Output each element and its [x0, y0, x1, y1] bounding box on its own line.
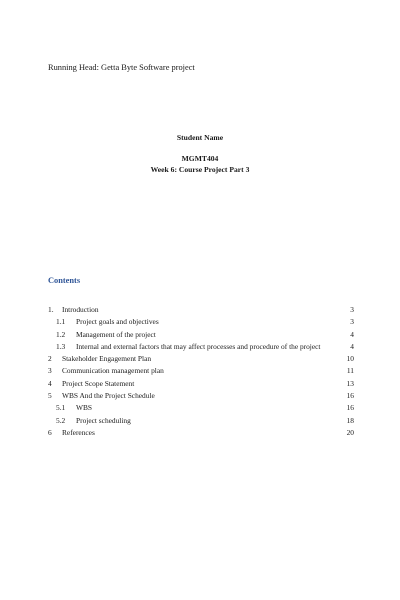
toc-entry[interactable]	[48, 427, 354, 439]
toc-entry[interactable]	[48, 353, 354, 365]
toc-entry-page: 20	[346, 427, 354, 437]
toc-entry-number: 6	[48, 427, 52, 437]
title-block	[0, 132, 400, 175]
toc-entry-title[interactable]: Internal and external factors that may affect processes and procedure of the project	[76, 341, 321, 351]
toc-entry-page: 4	[350, 329, 354, 339]
toc-entry-title[interactable]: Communication management plan	[62, 366, 164, 376]
toc-entry-number: 5.1	[56, 403, 66, 413]
toc-entry[interactable]	[48, 329, 354, 341]
toc-entry-page: 16	[346, 391, 354, 401]
toc-entry-number: 5	[48, 391, 52, 401]
toc-entry-number: 1.2	[56, 329, 66, 339]
toc-entry-page: 18	[346, 415, 354, 425]
toc-entry-page: 4	[350, 341, 354, 351]
title-spacer	[0, 143, 400, 153]
toc-entry[interactable]	[48, 316, 354, 328]
student-name: Student Name	[176, 133, 224, 142]
contents-heading: Contents	[48, 276, 81, 285]
toc-entry-number: 2	[48, 354, 52, 364]
toc-entry-number: 1.	[48, 305, 54, 314]
toc-entry[interactable]	[48, 402, 354, 414]
toc-entry-number: 3	[48, 366, 52, 376]
running-head: Running Head: Getta Byte Software project	[48, 63, 195, 72]
course-code: MGMT404	[181, 154, 219, 163]
toc-entry-number: 1.1	[56, 317, 66, 327]
toc-entry[interactable]	[48, 365, 354, 377]
toc-entry-title[interactable]: WBS And the Project Schedule	[62, 391, 155, 401]
toc-entry-number: 4	[48, 378, 52, 388]
toc-entry-page: 10	[346, 354, 354, 364]
toc-entry-page: 11	[346, 366, 354, 376]
toc-entry-page: 3	[350, 305, 354, 314]
toc-entry-page: 13	[346, 378, 354, 388]
assignment-title: Week 6: Course Project Part 3	[150, 165, 250, 174]
toc-entry-title[interactable]: WBS	[76, 403, 93, 413]
toc-entry[interactable]	[48, 378, 354, 390]
toc-entry-title[interactable]: Introduction	[62, 305, 99, 314]
toc-entry-title[interactable]: Stakeholder Engagement Plan	[62, 354, 152, 364]
toc-entry-page: 16	[346, 403, 354, 413]
toc-entry[interactable]	[48, 304, 354, 316]
toc-entry-title[interactable]: References	[62, 427, 95, 437]
toc-entry[interactable]	[48, 390, 354, 402]
toc-entry-title[interactable]: Project scheduling	[76, 415, 131, 425]
toc-entry-title[interactable]: Project goals and objectives	[76, 317, 159, 327]
toc-entry-title[interactable]: Project Scope Statement	[62, 378, 135, 388]
toc-entry[interactable]	[48, 341, 354, 353]
toc-entry-page: 3	[350, 317, 354, 327]
toc-entry[interactable]	[48, 415, 354, 427]
toc-entry-title[interactable]: Management of the project	[76, 329, 156, 339]
table-of-contents	[48, 304, 354, 439]
toc-entry-number: 5.2	[56, 415, 66, 425]
toc-entry-number: 1.3	[56, 341, 66, 351]
